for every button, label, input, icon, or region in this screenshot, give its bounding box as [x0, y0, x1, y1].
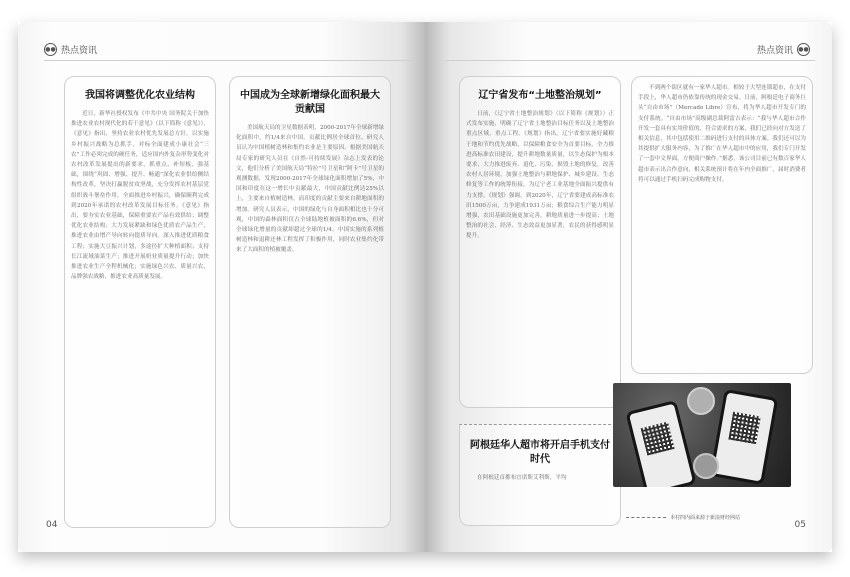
article-card-agriculture [64, 76, 216, 528]
article-title: 中国成为全球新增绿化面积最大贡献国 [240, 90, 380, 115]
article-body: 日前，《辽宁省土地整治规划》（以下简称《规划》）正式发布实施，明确了辽宁省土地整治目标任务以及土地整治重点区域、重点工程、《规划》指出，辽宁省要实施好藏粮于地和节约优先战略，以保障粮食安全为首要目标，全力推进高标准农田建设，提升耕地数量质量，以生态保护为根本要求，大力推进废弃、退化、污染、损毁土地的修复，改善农村人居环境，加强土地整治与耕地保护、城乡建设、生态修复等工作的统筹衔接，为辽宁老工业基地全面振兴提供有力支撑。《规划》强调，到2020年，辽宁省要建成高标准农田1500万亩，力争建成1931万亩；粮食综合生产能力明显增强，农田基础设施更加完善，耕地质量进一步提高；土地整治的社会、经济、生态效益更加显著，农民的获得感明显提升。 [466, 111, 614, 240]
mobile-payment-photo [613, 383, 791, 487]
article-title: 辽宁省发布“土地整治规划” [478, 90, 602, 101]
page-number-right: 05 [794, 520, 806, 530]
coin-icon [687, 387, 715, 415]
article-card-argentina-continued [631, 76, 813, 374]
chat-bubble-icon: ●● [44, 43, 57, 56]
magazine-spread [18, 22, 832, 552]
article-body: 在阿根廷首都布宜诺斯艾利斯，平均 [477, 475, 567, 481]
article-card-greening [229, 76, 391, 528]
qr-code-icon [641, 422, 675, 456]
article-title: 阿根廷华人超市将开启手机支付时代 [470, 440, 610, 465]
left-page [18, 22, 425, 552]
coin-icon [693, 453, 719, 479]
chat-bubble-icon: ●● [797, 43, 810, 56]
article-body: 近日，新华社授权发布《中共中央 国务院关于加快推进农业农村现代化的若干意见》（以下简称《意见》），《意见》指出，坚持农业农村优先发展总方针，以实施乡村振兴战略为总抓手，对标全面建成小康社会“三农”工作必须完成的硬任务，适应国内外复杂形势变化对农村改革发展提出的新要求，抓重点、补短板、强基础，围绕“巩固、增强、提升、畅通”深化农业供给侧结构性改革，坚决打赢脱贫攻坚战，充分发挥农村基层党组织战斗堡垒作用，全面推进乡村振兴，确保顺利完成到2020年承诺的农村改革发展目标任务。《意见》指出，要夯实农业基础，保障重要农产品有效供给；调整优化农业结构；大力发展紧缺和绿色优质农产品生产，推进农业由增产导向转向提质导向。深入推进优质粮食工程；实施大豆振兴计划，多途径扩大种植面积；支持长江流域油菜生产；推进开展奶业质量提升行动；加快推进农业生产全程机械化；实施绿色兴农、质量兴农、品牌强农战略，推进农业高质量发展。 [71, 111, 209, 281]
phone-right-icon [710, 389, 778, 485]
qr-code-icon [728, 412, 760, 444]
article-body: 美国航天局的卫星数据表明，2000-2017年全球新增绿化面积中，约1/4来自中国，贡献比例居全球首位。研究人员认为中国植树造林和集约农业是主要原因。根据美国航天局专家的研究人员在《自然-可持续发展》杂志上发表的论文，他们分析了美国航天局“特拉”号卫星和“阿卡”号卫星的观测数据，发现2000-2017年全球绿化面积增加了5%，中国和印度在这一增长中贡献最大，中国贡献比例达25%以上，主要来自植树造林，而印度的贡献主要来自耕地面积的增加。研究人员表示，中国的绿化与自身面积相比也十分可观，中国的森林面积仅占全球陆地植被面积的6.6%，但对全球绿化增量的贡献却超过全球的1/4。中国实施的系列植树造林和退耕还林工程发挥了积极作用，同时农业集约化带来了大面积的植被覆盖。 [236, 125, 384, 254]
right-header-rule [445, 60, 815, 61]
article-card-argentina [459, 424, 621, 526]
left-section-header [44, 43, 97, 56]
article-body: 不到两个街区就有一家华人超市。相较于大型连锁超市，在支付手段上，华人超市仍依靠传统的现金交易。日前，阿根廷电子商务巨头“自由市场”（Mercado Libre）宣布，将为华人超市开发专门的支付系统。“自由市场”高级副总裁阿雷吉表示：“我与华人超市合作开发一套具有实用价值的、符合需求的方案，我们已经向对方发送了相关信息，其中包括使用二维码进行支付的具体方案。我们还可以为其提供扩大服务内容，为了推广在华人超市中的应用，我们专门开发了一套中文界面，方便商户操作。”据悉，该公司目前已有数百家华人超市表示出合作意向，相关系统预计将在年内全面推广，届时消费者将可以通过手机扫码完成购物支付。 [638, 85, 806, 183]
phone-left-icon [625, 400, 696, 487]
right-section-label: 热点资讯 [756, 46, 793, 56]
left-header-rule [44, 60, 414, 61]
photo-caption: 本村四内面来源于新浪财经网站 [670, 515, 741, 521]
article-title: 我国将调整优化农业结构 [85, 90, 195, 101]
right-section-header [757, 43, 810, 56]
article-card-liaoning [459, 76, 621, 408]
left-section-label: 热点资讯 [61, 46, 98, 56]
page-number-left: 04 [46, 520, 58, 530]
